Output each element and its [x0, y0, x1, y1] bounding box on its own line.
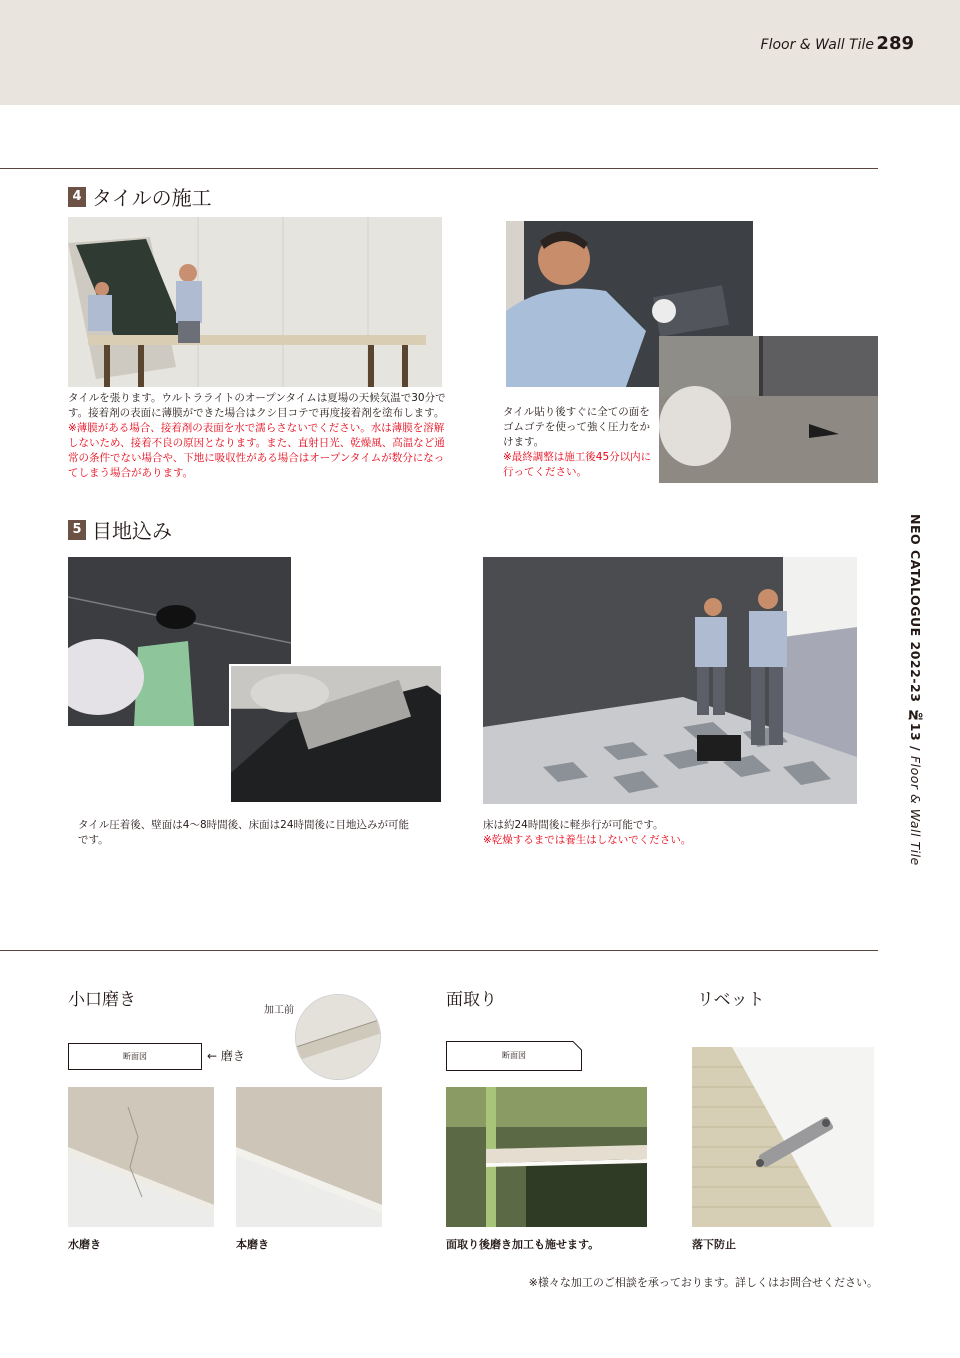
section5-title: 目地込み: [92, 519, 172, 543]
section5-right-text: [483, 818, 783, 848]
photo-lifting-panel: [68, 217, 442, 387]
section5-right-text-main: 床は約24時間後に軽歩行が可能です。: [483, 819, 664, 831]
rivet-caption: 落下防止: [692, 1238, 736, 1251]
photo-rivet: [692, 1047, 874, 1227]
section4-heading: [68, 182, 212, 211]
section4-left-text-warning: ※薄膜がある場合、接着剤の表面を水で濡らさないでください。水は薄膜を溶解しないため、接着不良の原因となります。また、直射日光、乾燥風、高温など通常の条件でない場合や、下地に吸収性がある場合はオープンタイムが数分になってしまう場合があります。: [68, 422, 445, 479]
section5-heading: [68, 515, 172, 544]
polish-arrow-label: ← 磨き: [207, 1049, 245, 1063]
rivet-title: リベット: [697, 990, 765, 1010]
side-catalogue-label: [908, 514, 923, 866]
section4-left-text: [68, 391, 446, 481]
photo-chamfer: [446, 1087, 647, 1227]
section4-left-text-main: タイルを張ります。ウルトラライトのオープンタイムは夏場の天候気温で30分です。接着剤の表面に薄膜ができた場合はクシ目コテで再度接着剤を塗布します。: [68, 392, 446, 419]
edge-polish-title: 小口磨き: [68, 990, 136, 1010]
chamfer-title: 面取り: [446, 990, 497, 1010]
photo-water-polish: [68, 1087, 214, 1227]
photo-floor-edge: [659, 336, 878, 483]
before-processing-sample: [295, 994, 381, 1080]
section4-title: タイルの施工: [92, 186, 212, 210]
photo-room-finished: [483, 557, 857, 804]
water-polish-caption: 水磨き: [68, 1238, 101, 1251]
section5-number: 5: [68, 520, 86, 540]
page-number: 289: [876, 33, 914, 54]
photo-fine-polish: [236, 1087, 382, 1227]
section-divider-top: [0, 168, 878, 169]
photo-grout-closeup: [229, 664, 443, 804]
section5-left-text: [78, 818, 418, 848]
footnote: ※様々な加工のご相談を承っております。詳しくはお問合せください。: [528, 1276, 878, 1289]
section5-right-text-warning: ※乾燥するまでは養生はしないでください。: [483, 834, 692, 846]
section4-right-text-main: タイル貼り後すぐに全ての面をゴムゴテを使って強く圧力をかけます。: [503, 406, 650, 448]
section4-right-text-warning: ※最終調整は施工後45分以内に行ってください。: [503, 451, 652, 478]
side-label-main: NEO CATALOGUE 2022-23 №13 /: [908, 514, 923, 756]
before-processing-label: 加工前: [264, 1005, 294, 1016]
fine-polish-caption: 本磨き: [236, 1238, 269, 1251]
section-divider-bottom: [0, 950, 878, 951]
section4-number: 4: [68, 187, 86, 207]
chamfer-section-diagram: [446, 1041, 582, 1071]
section5-left-text-main: タイル圧着後、壁面は4～8時間後、床面は24時間後に目地込みが可能です。: [78, 819, 410, 846]
chamfer-diagram-label: 断面図: [502, 1051, 526, 1060]
header-title: Floor & Wall Tile: [760, 37, 874, 53]
side-label-italic: Floor & Wall Tile: [908, 755, 923, 866]
edge-polish-section-diagram: 断面図: [68, 1043, 202, 1070]
chamfer-caption: 面取り後磨き加工も施せます。: [446, 1238, 600, 1251]
section4-right-text: [503, 405, 653, 480]
